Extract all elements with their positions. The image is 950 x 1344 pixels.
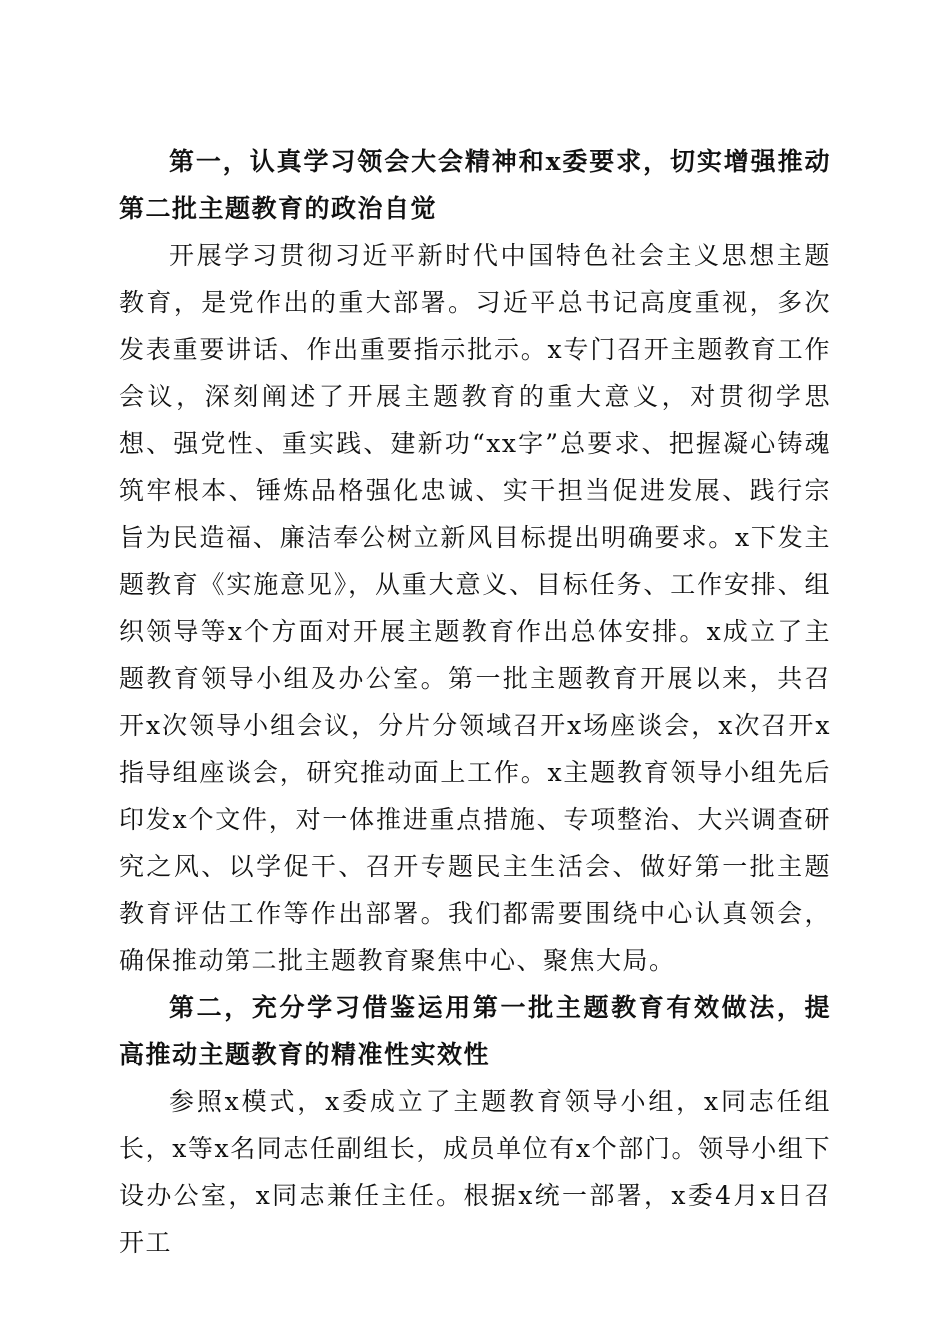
body-paragraph-2: 参照x模式，x委成立了主题教育领导小组，x同志任组长，x等x名同志任副组长，成员单位有x个部门。领导小组下设办公室，x同志兼任主任。根据x统一部署，x委4月x日召开工 [119, 1087, 831, 1257]
section-heading-2: 第二，充分学习借鉴运用第一批主题教育有效做法，提高推动主题教育的精准性实效性 [119, 993, 831, 1069]
section-heading-1: 第一，认真学习领会大会精神和x委要求，切实增强推动第二批主题教育的政治自觉 [119, 147, 831, 223]
body-paragraph-1: 开展学习贯彻习近平新时代中国特色社会主义思想主题教育，是党作出的重大部署。习近平总书记高度重视，多次发表重要讲话、作出重要指示批示。x专门召开主题教育工作会议，深刻阐述了开展主题教育的重大意义，对贯彻学思想、强党性、重实践、建新功“xx字”总要求、把握凝心铸魂筑牢根本、锤炼品格强化忠诚、实干担当促进发展、践行宗旨为民造福、廉洁奉公树立新风目标提出明确要求。x下发主题教育《实施意见》，从重大意义、目标任务、工作安排、组织领导等x个方面对开展主题教育作出总体安排。x成立了主题教育领导小组及办公室。第一批主题教育开展以来，共召开x次领导小组会议，分片分领域召开x场座谈会，x次召开x指导组座谈会，研究推动面上工作。x主题教育领导小组先后印发x个文件，对一体推进重点措施、专项整治、大兴调查研究之风、以学促干、召开专题民主生活会、做好第一批主题教育评估工作等作出部署。我们都需要围绕中心认真领会，确保推动第二批主题教育聚焦中心、聚焦大局。 [119, 241, 831, 975]
document-body [119, 138, 831, 1266]
